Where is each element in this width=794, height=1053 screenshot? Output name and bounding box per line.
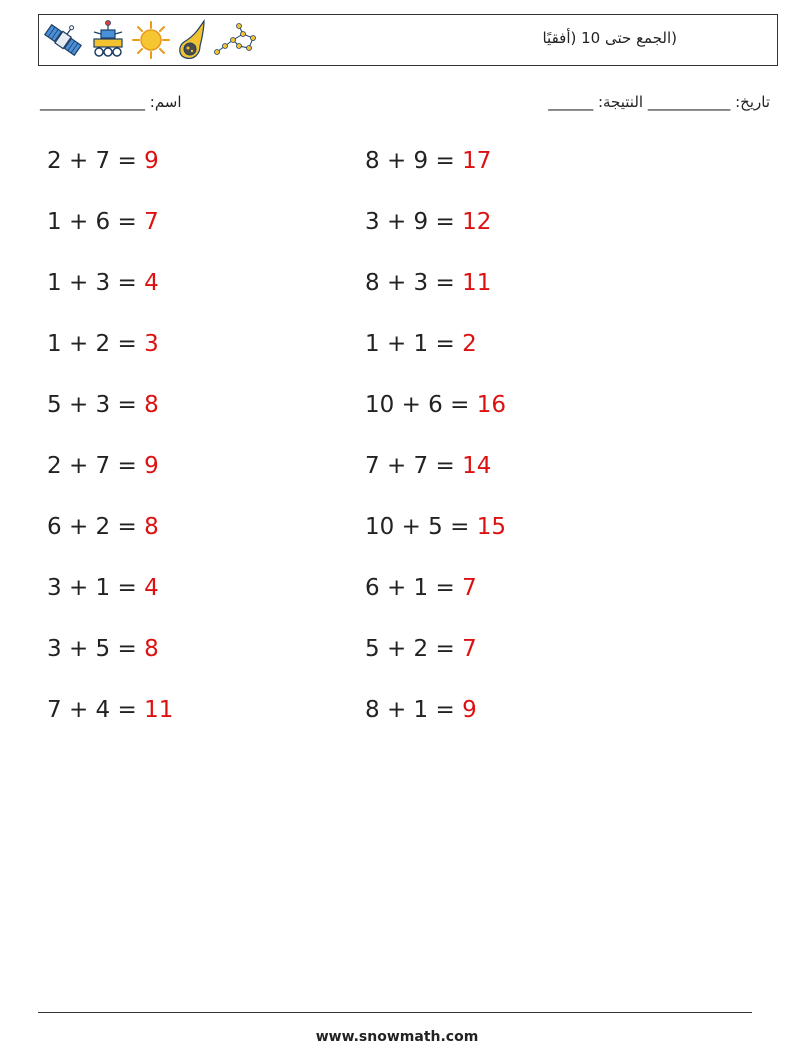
name-line: ______________ :اسم bbox=[40, 93, 182, 111]
problem-answer: 2 bbox=[462, 331, 477, 357]
problem-row bbox=[0, 331, 794, 371]
problem-answer: 7 bbox=[144, 209, 159, 235]
problem-item bbox=[365, 514, 506, 540]
problem-item bbox=[365, 697, 477, 723]
problem-expression: 1 + 3 = bbox=[47, 270, 145, 296]
problem-item bbox=[365, 148, 491, 174]
problem-item bbox=[47, 453, 159, 479]
satellite-icon bbox=[41, 18, 85, 62]
problem-row bbox=[0, 209, 794, 249]
problem-expression: 2 + 7 = bbox=[47, 453, 145, 479]
problem-expression: 5 + 3 = bbox=[47, 392, 145, 418]
problem-item bbox=[365, 575, 477, 601]
problem-item bbox=[365, 392, 506, 418]
problem-expression: 8 + 1 = bbox=[365, 697, 463, 723]
problem-item bbox=[47, 331, 159, 357]
problem-expression: 2 + 7 = bbox=[47, 148, 145, 174]
problem-expression: 6 + 1 = bbox=[365, 575, 463, 601]
problem-item bbox=[47, 209, 159, 235]
problem-expression: 3 + 5 = bbox=[47, 636, 145, 662]
problem-expression: 7 + 7 = bbox=[365, 453, 463, 479]
problem-expression: 1 + 6 = bbox=[47, 209, 145, 235]
worksheet-title: (الجمع حتى 10 (أفقيًا bbox=[542, 29, 677, 47]
problem-row bbox=[0, 697, 794, 737]
problem-row bbox=[0, 514, 794, 554]
problem-item bbox=[365, 270, 491, 296]
problem-item bbox=[47, 575, 159, 601]
problem-answer: 16 bbox=[476, 392, 506, 418]
problem-expression: 3 + 9 = bbox=[365, 209, 463, 235]
problem-expression: 3 + 1 = bbox=[47, 575, 145, 601]
problem-answer: 9 bbox=[462, 697, 477, 723]
constellation-icon bbox=[213, 18, 259, 62]
problem-item bbox=[47, 392, 159, 418]
problem-expression: 1 + 2 = bbox=[47, 331, 145, 357]
footer-divider bbox=[38, 1012, 752, 1013]
problem-answer: 11 bbox=[144, 697, 174, 723]
problem-item bbox=[47, 697, 173, 723]
header-icons bbox=[41, 18, 262, 62]
footer-website: www.snowmath.com bbox=[315, 1029, 479, 1045]
problem-item bbox=[365, 209, 491, 235]
problem-answer: 3 bbox=[144, 331, 159, 357]
problem-answer: 4 bbox=[144, 270, 159, 296]
problem-answer: 9 bbox=[144, 453, 159, 479]
problem-item bbox=[47, 636, 159, 662]
problem-row bbox=[0, 148, 794, 188]
problem-answer: 4 bbox=[144, 575, 159, 601]
problem-answer: 9 bbox=[144, 148, 159, 174]
problem-answer: 8 bbox=[144, 514, 159, 540]
problem-answer: 17 bbox=[462, 148, 492, 174]
problem-answer: 8 bbox=[144, 636, 159, 662]
sun-icon bbox=[131, 18, 171, 62]
problem-expression: 6 + 2 = bbox=[47, 514, 145, 540]
problem-item bbox=[365, 453, 491, 479]
problem-row bbox=[0, 453, 794, 493]
problem-expression: 5 + 2 = bbox=[365, 636, 463, 662]
problem-expression: 8 + 3 = bbox=[365, 270, 463, 296]
problem-item bbox=[47, 148, 159, 174]
problem-expression: 1 + 1 = bbox=[365, 331, 463, 357]
problem-answer: 11 bbox=[462, 270, 492, 296]
meteor-icon bbox=[174, 18, 210, 62]
problem-row bbox=[0, 575, 794, 615]
problem-answer: 7 bbox=[462, 636, 477, 662]
problem-row bbox=[0, 392, 794, 432]
problem-answer: 8 bbox=[144, 392, 159, 418]
problem-item bbox=[47, 270, 159, 296]
problem-row bbox=[0, 636, 794, 676]
problem-answer: 7 bbox=[462, 575, 477, 601]
problem-expression: 7 + 4 = bbox=[47, 697, 145, 723]
problem-row bbox=[0, 270, 794, 310]
date-score-line: ______ :تاريخ: ___________ النتيجة bbox=[548, 93, 770, 111]
problem-expression: 10 + 5 = bbox=[365, 514, 477, 540]
problem-expression: 10 + 6 = bbox=[365, 392, 477, 418]
problem-answer: 12 bbox=[462, 209, 492, 235]
problem-item bbox=[365, 636, 477, 662]
worksheet-header bbox=[38, 14, 778, 66]
problem-answer: 15 bbox=[476, 514, 506, 540]
rover-icon bbox=[88, 18, 128, 62]
problem-answer: 14 bbox=[462, 453, 492, 479]
problem-item bbox=[47, 514, 159, 540]
problem-item bbox=[365, 331, 477, 357]
problem-expression: 8 + 9 = bbox=[365, 148, 463, 174]
